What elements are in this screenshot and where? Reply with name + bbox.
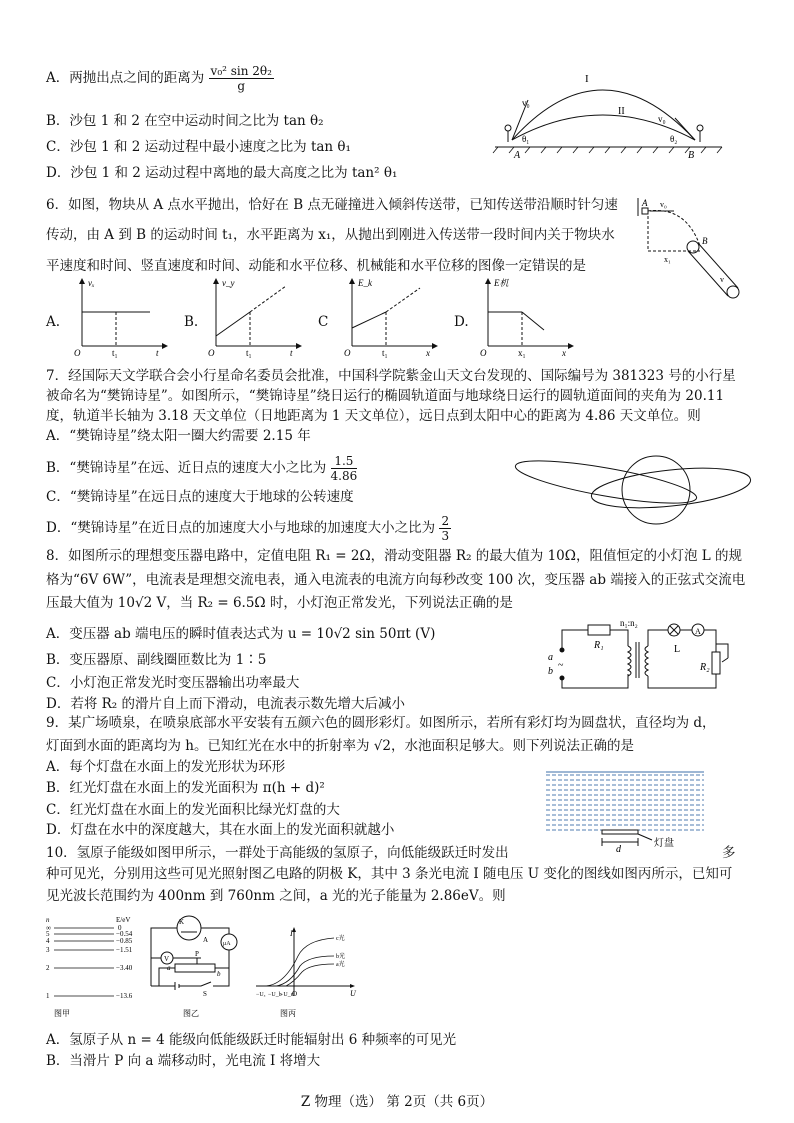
level-1-n: 1 bbox=[46, 992, 50, 1000]
circuit-label-a-electrode: A bbox=[203, 936, 209, 944]
q6-graph-b bbox=[206, 276, 306, 358]
graph-label-ua: −Uₐ bbox=[256, 992, 266, 998]
q10-stem-line3: 见光波长范围约为 400nm 到 760nm 之间，a 光的光子能量为 2.86eV。则 bbox=[46, 888, 506, 904]
circuit-label-s: S bbox=[203, 990, 207, 998]
q8-label-b: b bbox=[548, 666, 553, 677]
graph-label-u: U bbox=[350, 989, 356, 998]
q9-pool-figure bbox=[540, 768, 710, 854]
q6-graph-d-origin: O bbox=[480, 348, 487, 358]
q6-graph-c-tick: t₁ bbox=[382, 348, 388, 358]
q8-circuit-figure bbox=[540, 618, 740, 698]
q5-label-v0-left: v₀ bbox=[522, 98, 530, 108]
q7-stem-line2: 被命名为“樊锦诗星”。如图所示，“樊锦诗星”绕日运行的椭圆轨道面与地球绕日运行的圆轨道面间的夹角为 20.11 bbox=[46, 388, 725, 404]
q5-label-v0-right: v₀ bbox=[658, 114, 666, 124]
q5-label-theta2: θ₂ bbox=[670, 134, 678, 144]
q6-opt-c-label: C bbox=[318, 314, 329, 330]
q6-graph-b-tick: t₁ bbox=[246, 348, 252, 358]
q5-option-c: C．沙包 1 和 2 运动过程中最小速度之比为 tan θ₁ bbox=[46, 139, 351, 155]
graph-label-i: I bbox=[290, 929, 293, 938]
graph-label-c-light: c光 bbox=[336, 936, 345, 942]
q10-stem-line1-end: 多 bbox=[722, 845, 736, 861]
q6-graph-d bbox=[478, 276, 578, 358]
q7-stem-line3: 度，轨道半长轴为 3.18 天文单位（日地距离为 1 天文单位），远日点到太阳中心的距离为 4.86 天文单位。则 bbox=[46, 408, 701, 424]
q9-stem-line2: 灯面到水面的距离均为 h。已知红光在水中的折射率为 √2，水池面积足够大。则下列说法正确的是 bbox=[46, 738, 634, 754]
level-inf-n: ∞ bbox=[46, 924, 51, 932]
q6-fig-label-v0: v₀ bbox=[660, 200, 667, 209]
level-3-e: −1.51 bbox=[116, 946, 133, 954]
q10-caption-fig3: 图丙 bbox=[280, 1009, 296, 1018]
q8-label-a: a bbox=[548, 652, 553, 663]
level-5-e: −0.54 bbox=[116, 930, 133, 938]
page-footer: Z 物理（选） 第 2页（共 6页） bbox=[300, 1094, 494, 1110]
q6-graph-d-tick: x₁ bbox=[518, 348, 526, 358]
q9-option-a: A．每个灯盘在水面上的发光形状为环形 bbox=[46, 759, 286, 775]
q5-option-b: B．沙包 1 和 2 在空中运动时间之比为 tan θ₂ bbox=[46, 113, 324, 129]
graph-label-uc: −U_c bbox=[280, 992, 294, 998]
level-2-n: 2 bbox=[46, 964, 50, 972]
q10-caption-fig1: 图甲 bbox=[54, 1009, 70, 1018]
q9-option-b: B．红光灯盘在水面上的发光面积为 π(h + d)² bbox=[46, 780, 325, 796]
q5-label-i: I bbox=[585, 73, 589, 85]
level-4-e: −0.85 bbox=[116, 937, 133, 945]
q7-orbit-figure bbox=[506, 440, 766, 540]
q6-fig-label-v: v bbox=[720, 275, 724, 284]
q10-stem-line2: 种可见光，分别用这些可见光照射图乙电路的阴极 K，其中 3 条光电流 I 随电压 U 变化的图线如图丙所示，已知可 bbox=[46, 866, 733, 882]
circuit-label-k: K bbox=[179, 918, 185, 926]
q5-trajectory-figure bbox=[490, 70, 730, 170]
q8-option-a: A．变压器 ab 端电压的瞬时值表达式为 u = 10√2 sin 50πt (V) bbox=[46, 626, 436, 642]
q6-graph-c-ylabel: E_k bbox=[358, 278, 372, 288]
q6-opt-b-label: B. bbox=[184, 314, 199, 330]
q7-b-fraction: $\frac{1.5}{4.86}$ bbox=[330, 454, 358, 483]
q6-graph-a-origin: O bbox=[74, 348, 81, 358]
q9-option-d: D．灯盘在水中的深度越大，其在水面上的发光面积就越小 bbox=[46, 822, 395, 838]
q8-stem-line2: 格为“6V 6W”，电流表是理想交流电表，通入电流表的电流方向每秒改变 100 次，变压器 ab 端接入的正弦式交流电 bbox=[46, 572, 746, 588]
q10-caption-fig2: 图乙 bbox=[183, 1009, 199, 1018]
q8-label-r1: R₁ bbox=[594, 640, 604, 651]
q6-stem-line3: 平速度和时间、竖直速度和时间、动能和水平位移、机械能和水平位移的图像一定错误的是 bbox=[46, 258, 586, 274]
q10-iu-curves-figure bbox=[254, 926, 364, 1022]
graph-label-a-light: a光 bbox=[336, 962, 345, 968]
q6-graph-c-xlabel: x bbox=[426, 348, 430, 358]
q6-graph-b-xlabel: t bbox=[290, 348, 293, 358]
level-2-e: −3.40 bbox=[116, 964, 133, 972]
q7-stem-line1: 7．经国际天文学联合会小行星命名委员会批准，中国科学院紫金山天文台发现的、国际编号为 381323 号的小行星 bbox=[46, 368, 736, 384]
q6-graph-d-ylabel: E机 bbox=[494, 278, 509, 288]
q6-stem-line2: 传动，由 A 到 B 的运动时间 t₁，水平距离为 x₁，从抛出到刚进入传送带一段时间内关于物块水 bbox=[46, 227, 615, 243]
q6-fig-label-a: A bbox=[642, 198, 648, 208]
q8-label-lamp: L bbox=[674, 644, 681, 655]
level-5-n: 5 bbox=[46, 930, 50, 938]
level-inf-e: 0 bbox=[118, 924, 122, 932]
q10-energy-level-figure bbox=[44, 914, 144, 1022]
q6-graph-d-xlabel: x bbox=[562, 348, 566, 358]
q10-option-a: A．氢原子从 n = 4 能级向低能级跃迁时能辐射出 6 种频率的可见光 bbox=[46, 1032, 457, 1048]
level-header-e: E/eV bbox=[116, 916, 131, 924]
q6-graph-a-ylabel: vₓ bbox=[88, 278, 95, 288]
q10-stem-line1: 10．氢原子能级如图甲所示，一群处于高能级的氢原子，向低能级跃迁时发出 bbox=[46, 845, 509, 861]
q6-graph-a bbox=[72, 276, 172, 358]
circuit-label-a: a bbox=[167, 964, 171, 972]
q6-conveyor-figure bbox=[636, 196, 746, 306]
q9-label-lamp: 灯盘 bbox=[654, 838, 674, 849]
q8-label-r2: R₂ bbox=[700, 662, 710, 673]
q5-option-a: A．两抛出点之间的距离为 $\frac{\text{v₀² sin 2θ₂}}{g}$ bbox=[46, 64, 272, 93]
q6-fig-label-b: B bbox=[702, 236, 708, 246]
graph-label-ub: −U_b bbox=[268, 992, 282, 998]
circuit-label-b: b bbox=[217, 970, 221, 978]
q8-stem-line1: 8．如图所示的理想变压器电路中，定值电阻 R₁ = 2Ω，滑动变阻器 R₂ 的最大值为 10Ω，阻值恒定的小灯泡 L 的规 bbox=[46, 548, 743, 564]
q6-graph-b-origin: O bbox=[208, 348, 215, 358]
q7-option-c: C．“樊锦诗星”在远日点的速度大于地球的公转速度 bbox=[46, 489, 354, 505]
q5-label-b: B bbox=[688, 150, 695, 161]
q9-label-d: d bbox=[616, 844, 621, 854]
q8-label-ammeter: A bbox=[695, 627, 701, 636]
q6-graph-b-ylabel: v_y bbox=[222, 278, 235, 288]
circuit-label-microammeter: μA bbox=[223, 941, 231, 947]
q8-option-c: C．小灯泡正常发光时变压器输出功率最大 bbox=[46, 675, 300, 691]
q7-option-d: D．“樊锦诗星”在近日点的加速度大小与地球的加速度大小之比为 $\frac{2}{3}$ bbox=[46, 514, 450, 543]
q5-label-a: A bbox=[514, 150, 521, 161]
q5-label-theta1: θ₁ bbox=[522, 134, 530, 144]
level-3-n: 3 bbox=[46, 946, 50, 954]
q6-graph-a-tick: t₁ bbox=[112, 348, 118, 358]
graph-label-origin: O bbox=[292, 990, 298, 998]
q6-stem-line1: 6．如图，物块从 A 点水平抛出，恰好在 B 点无碰撞进入倾斜传送带，已知传送带沿顺时针匀速 bbox=[46, 197, 618, 213]
q9-stem-line1: 9．某广场喷泉，在喷泉底部水平安装有五颜六色的圆形彩灯。如图所示，若所有彩灯均为圆盘状，直径均为 d， bbox=[46, 715, 716, 731]
q6-graph-a-xlabel: t bbox=[156, 348, 159, 358]
level-4-n: 4 bbox=[46, 937, 50, 945]
q7-option-b: B．“樊锦诗星”在远、近日点的速度大小之比为 $\frac{1.5}{4.86}$ bbox=[46, 454, 358, 483]
q8-label-ac: ~ bbox=[558, 660, 564, 671]
q8-option-d: D．若将 R₂ 的滑片自上而下滑动，电流表示数先增大后减小 bbox=[46, 696, 405, 712]
graph-label-b-light: b光 bbox=[336, 954, 346, 960]
q9-option-c: C．红光灯盘在水面上的发光面积比绿光灯盘的大 bbox=[46, 802, 340, 818]
q8-label-turns: n₁:n₂ bbox=[620, 618, 638, 628]
q6-graph-c bbox=[342, 276, 442, 358]
q7-d-fraction: $\frac{2}{3}$ bbox=[441, 514, 450, 543]
q8-stem-line3: 压最大值为 10√2 V，当 R₂ = 6.5Ω 时，小灯泡正常发光，下列说法正确的是 bbox=[46, 595, 513, 611]
q6-fig-label-x1: x₁ bbox=[664, 255, 671, 264]
circuit-label-p: P bbox=[195, 950, 199, 958]
q5-option-d: D．沙包 1 和 2 运动过程中离地的最大高度之比为 tan² θ₁ bbox=[46, 165, 398, 181]
level-1-e: −13.6 bbox=[116, 992, 133, 1000]
level-header-n: n bbox=[46, 916, 50, 924]
q6-graph-c-origin: O bbox=[344, 348, 351, 358]
q7-option-a: A．“樊锦诗星”绕太阳一圈大约需要 2.15 年 bbox=[46, 428, 311, 444]
q6-opt-d-label: D. bbox=[454, 314, 469, 330]
q10-option-b: B．当滑片 P 向 a 端移动时，光电流 I 将增大 bbox=[46, 1053, 321, 1069]
q10-photoelectric-circuit bbox=[145, 912, 255, 1022]
circuit-label-voltmeter: V bbox=[164, 955, 170, 963]
q5-label-ii: II bbox=[618, 106, 625, 117]
q8-option-b: B．变压器原、副线圈匝数比为 1∶5 bbox=[46, 652, 267, 668]
q5-a-fraction: $\frac{\text{v₀² sin 2θ₂}}{g}$ bbox=[210, 64, 272, 93]
q6-opt-a-label: A. bbox=[46, 314, 61, 330]
